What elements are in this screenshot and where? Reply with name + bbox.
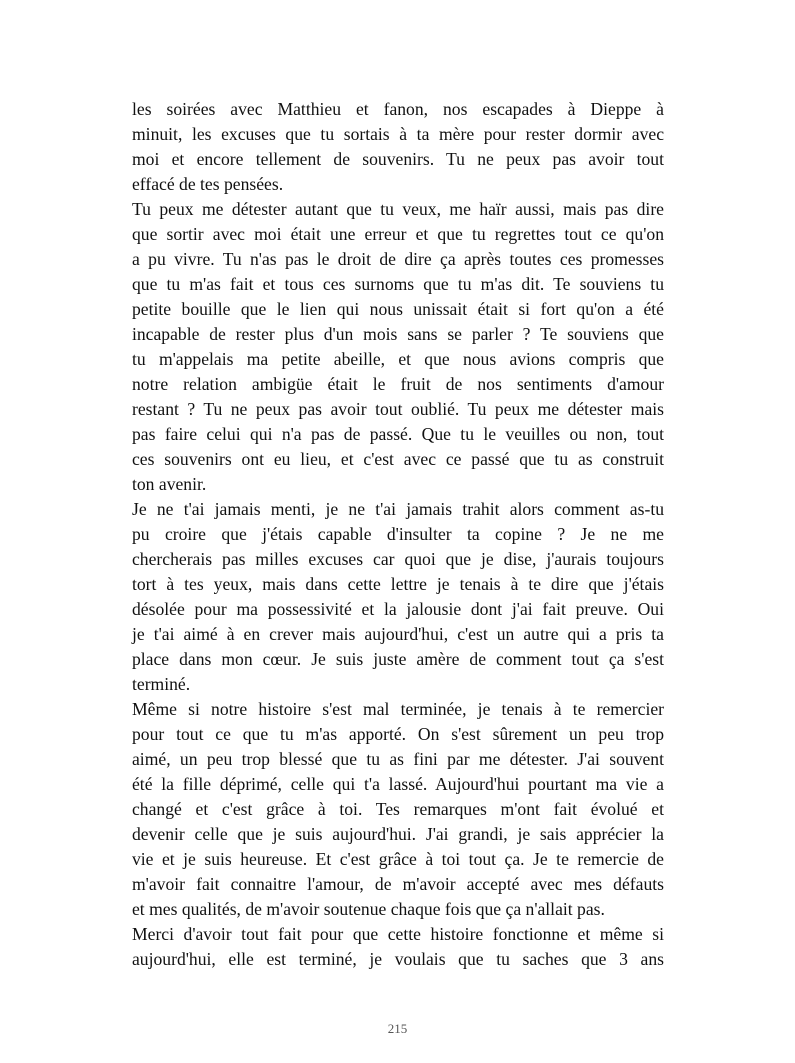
text-line: a pu vivre. Tu n'as pas le droit de dire ça après toutes ces promesses xyxy=(132,249,664,269)
text-line: été la fille déprimé, celle qui t'a lassé. Aujourd'hui pourtant ma vie a xyxy=(132,774,664,794)
text-line: effacé de tes pensées. xyxy=(132,174,284,194)
text-line: chercherais pas milles excuses car quoi que je dise, j'aurais toujours xyxy=(132,549,664,569)
text-line: pas faire celui qui n'a pas de passé. Que tu le veuilles ou non, tout xyxy=(132,424,664,444)
text-line: place dans mon cœur. Je suis juste amère de comment tout ça s'est xyxy=(132,649,664,669)
page-body xyxy=(132,97,664,972)
text-line: ton avenir. xyxy=(132,474,207,494)
text-line: vie et je suis heureuse. Et c'est grâce à toi tout ça. Je te remercie de xyxy=(132,849,664,869)
text-line: tu m'appelais ma petite abeille, et que nous avions compris que xyxy=(132,349,664,369)
text-line: restant ? Tu ne peux pas avoir tout oublié. Tu peux me détester mais xyxy=(132,399,664,419)
text-line: et mes qualités, de m'avoir soutenue chaque fois que ça n'allait pas. xyxy=(132,899,605,919)
text-line: que tu m'as fait et tous ces surnoms que tu m'as dit. Te souviens tu xyxy=(132,274,664,294)
text-line: désolée pour ma possessivité et la jalousie dont j'ai fait preuve. Oui xyxy=(132,599,664,619)
text-line: Même si notre histoire s'est mal terminée, je tenais à te remercier xyxy=(132,699,664,719)
text-line: pour tout ce que tu m'as apporté. On s'est sûrement un peu trop xyxy=(132,724,664,744)
page-number: 215 xyxy=(387,1021,408,1036)
text-line: tort à tes yeux, mais dans cette lettre je tenais à te dire que j'étais xyxy=(132,574,664,594)
text-line: ces souvenirs ont eu lieu, et c'est avec ce passé que tu as construit xyxy=(132,449,664,469)
text-line: devenir celle que je suis aujourd'hui. J'ai grandi, je sais apprécier la xyxy=(132,824,664,844)
text-line: notre relation ambigüe était le fruit de nos sentiments d'amour xyxy=(132,374,664,394)
text-line: changé et c'est grâce à toi. Tes remarques m'ont fait évolué et xyxy=(132,799,664,819)
text-line: petite bouille que le lien qui nous unissait était si fort qu'on a été xyxy=(132,299,664,319)
text-line: moi et encore tellement de souvenirs. Tu ne peux pas avoir tout xyxy=(132,149,664,169)
text-line: pu croire que j'étais capable d'insulter ta copine ? Je ne me xyxy=(132,524,664,544)
text-line: les soirées avec Matthieu et fanon, nos escapades à Dieppe à xyxy=(132,99,664,119)
text-line: minuit, les excuses que tu sortais à ta mère pour rester dormir avec xyxy=(132,124,664,144)
text-line: aimé, un peu trop blessé que tu as fini par me détester. J'ai souvent xyxy=(132,749,664,769)
text-line: Merci d'avoir tout fait pour que cette histoire fonctionne et même si xyxy=(132,924,664,944)
text-line: m'avoir fait connaitre l'amour, de m'avoir accepté avec mes défauts xyxy=(132,874,664,894)
text-line: que sortir avec moi était une erreur et que tu regrettes tout ce qu'on xyxy=(132,224,664,244)
text-line: incapable de rester plus d'un mois sans se parler ? Te souviens que xyxy=(132,324,664,344)
text-line: je t'ai aimé à en crever mais aujourd'hui, c'est un autre qui a pris ta xyxy=(132,624,664,644)
text-line: aujourd'hui, elle est terminé, je voulais que tu saches que 3 ans xyxy=(132,949,664,969)
text-line: terminé. xyxy=(132,674,191,694)
text-line: Je ne t'ai jamais menti, je ne t'ai jamais trahit alors comment as-tu xyxy=(132,499,664,519)
text-line: Tu peux me détester autant que tu veux, me haïr aussi, mais pas dire xyxy=(132,199,664,219)
